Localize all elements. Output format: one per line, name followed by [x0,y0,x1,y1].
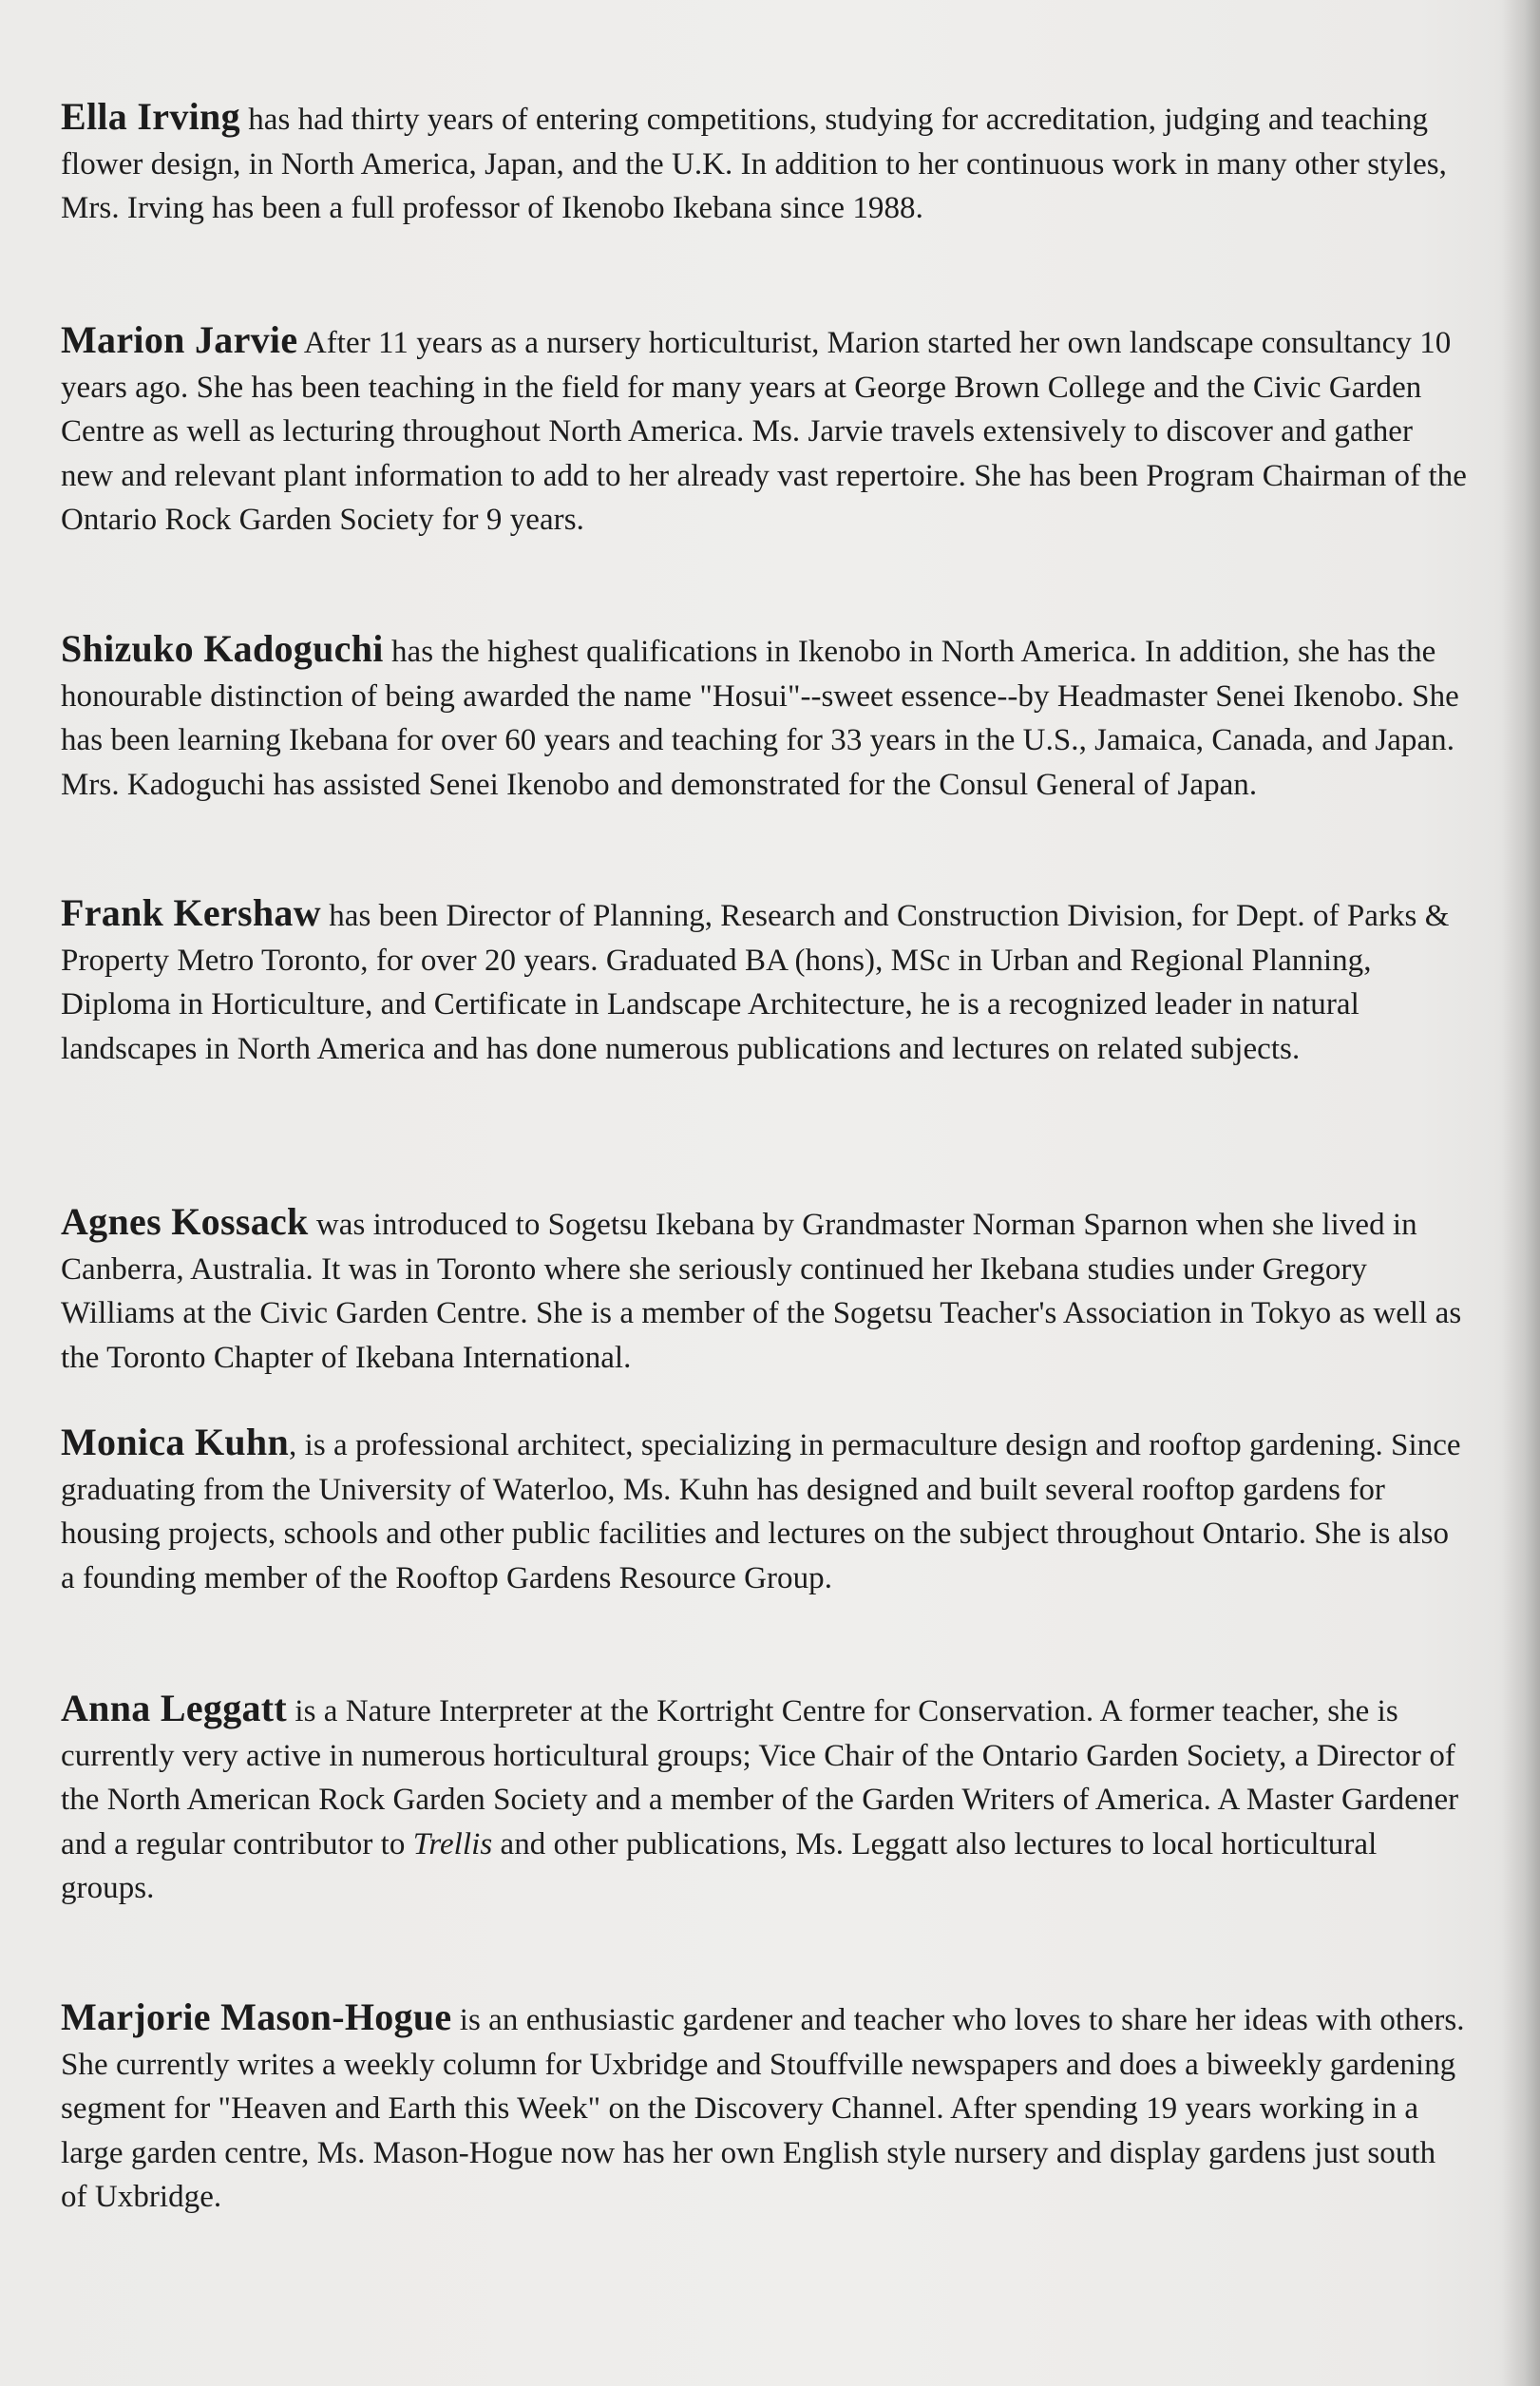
bio-text: has the highest qualifications in Ikenobo in North America. In addition, she has the honourable distinction of being awarded the name "Hosui"--sweet essence--by Headmaster Senei Ikenobo. She has been learning Ikebana for over 60 years and teaching for 33 years in the U.S., Jamaica, Canada, and Japan. Mrs. Kadoguchi has assisted Senei Ikenobo and demonstrated for the Consul General of Japan. [61,635,1459,802]
bio-monica-kuhn [61,1421,1467,1600]
bio-text-continued: and other publications, Ms. Leggatt also lectures to local horticultural groups. [61,1826,1378,1905]
bio-anna-leggatt [61,1687,1467,1911]
bio-frank-kershaw [61,891,1467,1071]
bio-name: Frank Kershaw [61,891,321,934]
bio-ella-irving [61,95,1467,231]
bio-name: Shizuko Kadoguchi [61,627,384,670]
bio-marjorie-mason-hogue [61,1995,1467,2220]
bio-name: Marion Jarvie [61,318,298,361]
bio-name: Monica Kuhn [61,1421,290,1463]
bio-name: Anna Leggatt [61,1687,288,1729]
bio-text: was introduced to Sogetsu Ikebana by Grandmaster Norman Sparnon when she lived in Canberra, Australia. It was in Toronto where she seriously continued her Ikebana studies under Gregory Williams at the Civic Garden Centre. She is a member of the Sogetsu Teacher's Association in Tokyo as well as the Toronto Chapter of Ikebana International. [61,1208,1462,1375]
publication-title: Trellis [412,1826,493,1861]
bio-name: Ella Irving [61,95,240,138]
bio-text: , is a professional architect, specializing in permaculture design and rooftop gardening. Since graduating from the University of Waterloo, Ms. Kuhn has designed and built several rooftop gardens for housing projects, schools and other public facilities and lectures on the subject throughout Ontario. She is also a founding member of the Rooftop Gardens Resource Group. [61,1428,1461,1595]
bio-text: has been Director of Planning, Research and Construction Division, for Dept. of Parks & Property Metro Toronto, for over 20 years. Graduated BA (hons), MSc in Urban and Regional Planning, Diploma in Horticulture, and Certificate in Landscape Architecture, he is a recognized leader in natural landscapes in North America and has done numerous publications and lectures on related subjects. [61,899,1450,1066]
bio-name: Agnes Kossack [61,1200,309,1243]
bio-shizuko-kadoguchi [61,627,1467,807]
bio-name: Marjorie Mason-Hogue [61,1995,452,2038]
bio-marion-jarvie [61,318,1467,543]
bio-text: has had thirty years of entering competitions, studying for accreditation, judging and teaching flower design, in North America, Japan, and the U.K. In addition to her continuous work in many other styles, Mrs. Irving has been a full professor of Ikenobo Ikebana since 1988. [61,103,1447,225]
bio-agnes-kossack [61,1200,1467,1380]
page-edge-shadow [1502,0,1540,2386]
bio-text: After 11 years as a nursery horticulturist, Marion started her own landscape consultancy 10 years ago. She has been teaching in the field for many years at George Brown College and the Civic Garden Centre as well as lecturing throughout North America. Ms. Jarvie travels extensively to discover and gather new and relevant plant information to add to her already vast repertoire. She has been Program Chairman of the Ontario Rock Garden Society for 9 years. [61,326,1467,537]
bio-text: is a Nature Interpreter at the Kortright Centre for Conservation. A former teacher, she is currently very active in numerous horticultural groups; Vice Chair of the Ontario Garden Society, a Director of the North American Rock Garden Society and a member of the Garden Writers of America. A Master Gardener and a regular contributor to [61,1694,1459,1861]
bio-text: is an enthusiastic gardener and teacher who loves to share her ideas with others. She currently writes a weekly column for Uxbridge and Stouffville newspapers and does a biweekly gardening segment for "Heaven and Earth this Week" on the Discovery Channel. After spending 19 years working in a large garden centre, Ms. Mason-Hogue now has her own English style nursery and display gardens just south of Uxbridge. [61,2003,1465,2214]
